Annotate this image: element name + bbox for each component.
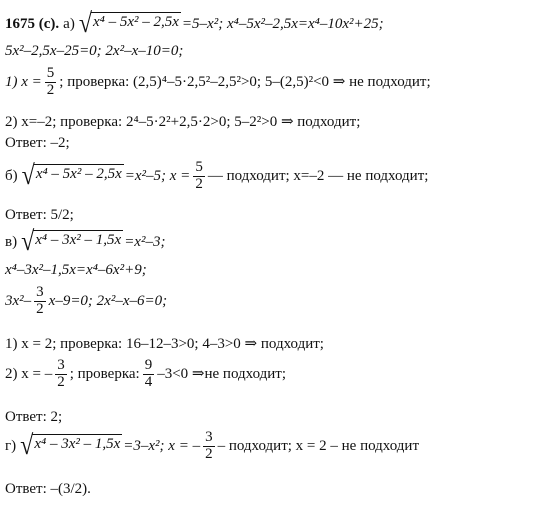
fraction-3-2: $\frac{3}{2}$	[57, 357, 65, 390]
line-1-rest: =5–x²; x⁴–5x²–2,5x=x⁴–10x²+25;	[181, 15, 384, 32]
line-8: в) √ x⁴ – 3x² – 1,5x =x²–3;	[5, 227, 166, 257]
line-5: Ответ: –2;	[5, 135, 70, 151]
sqrt-a: √ x⁴ – 5x² – 2,5x	[78, 9, 179, 39]
line-3: 1) x = $\frac{5}{2}$ ; проверка: (2,5)⁴–5·2,5²–2,5²>0; 5–(2,5)²<0 ⇒ не подходит;	[5, 65, 431, 98]
radical-icon: √	[21, 161, 35, 192]
line-14: г) √ x⁴ – 3x² – 1,5x =3–x²; x = – $\frac{3}{2}$ – подходит; x = 2 – не подходит	[5, 429, 420, 462]
sqrt-g: √ x⁴ – 3x² – 1,5x	[20, 431, 121, 462]
line-13: Ответ: 2;	[5, 409, 63, 425]
radical-icon: √	[78, 9, 92, 39]
fraction-5-2: $\frac{5}{2}$	[46, 65, 55, 98]
line-7: Ответ: 5/2;	[5, 207, 74, 223]
line-10: 3x²– $\frac{3}{2}$ x–9=0; 2x²–x–6=0;	[5, 284, 168, 317]
part-v-label: в)	[5, 233, 18, 250]
line-11: 1) x = 2; проверка: 16–12–3>0; 4–3>0 ⇒ подходит;	[5, 336, 324, 352]
line-1	[5, 9, 384, 39]
fraction-9-4: $\frac{9}{4}$	[144, 357, 153, 390]
radical-icon: √	[21, 227, 35, 257]
part-b-label: б)	[5, 167, 18, 184]
sqrt-b: √ x⁴ – 5x² – 2,5x	[21, 161, 122, 192]
line-12: 2) x = – $\frac{3}{2}$ ; проверка: $\frac{9}{4}$ –3<0 ⇒не подходит;	[5, 357, 287, 390]
line-15: Ответ: –(3/2).	[5, 481, 91, 497]
line-4: 2) x=–2; проверка: 2⁴–5·2²+2,5·2>0; 5–2²>0 ⇒ подходит;	[5, 114, 361, 130]
line-6: б) √ x⁴ – 5x² – 2,5x =x²–5; x = $\frac{5}{2}$ — подходит; x=–2 — не подходит;	[5, 159, 429, 192]
part-g-label: г)	[5, 437, 17, 454]
fraction-3-2: $\frac{3}{2}$	[205, 429, 213, 462]
part-a-label: а)	[63, 15, 75, 32]
fraction-5-2: $\frac{5}{2}$	[195, 159, 203, 192]
sqrt-v: √ x⁴ – 3x² – 1,5x	[21, 227, 122, 257]
line-2: 5x²–2,5x–25=0; 2x²–x–10=0;	[5, 43, 184, 59]
line-9: x⁴–3x²–1,5x=x⁴–6x²+9;	[5, 262, 147, 278]
fraction-3-2: $\frac{3}{2}$	[36, 284, 44, 317]
radical-icon: √	[20, 431, 34, 462]
problem-number: 1675 (с).	[5, 15, 60, 32]
